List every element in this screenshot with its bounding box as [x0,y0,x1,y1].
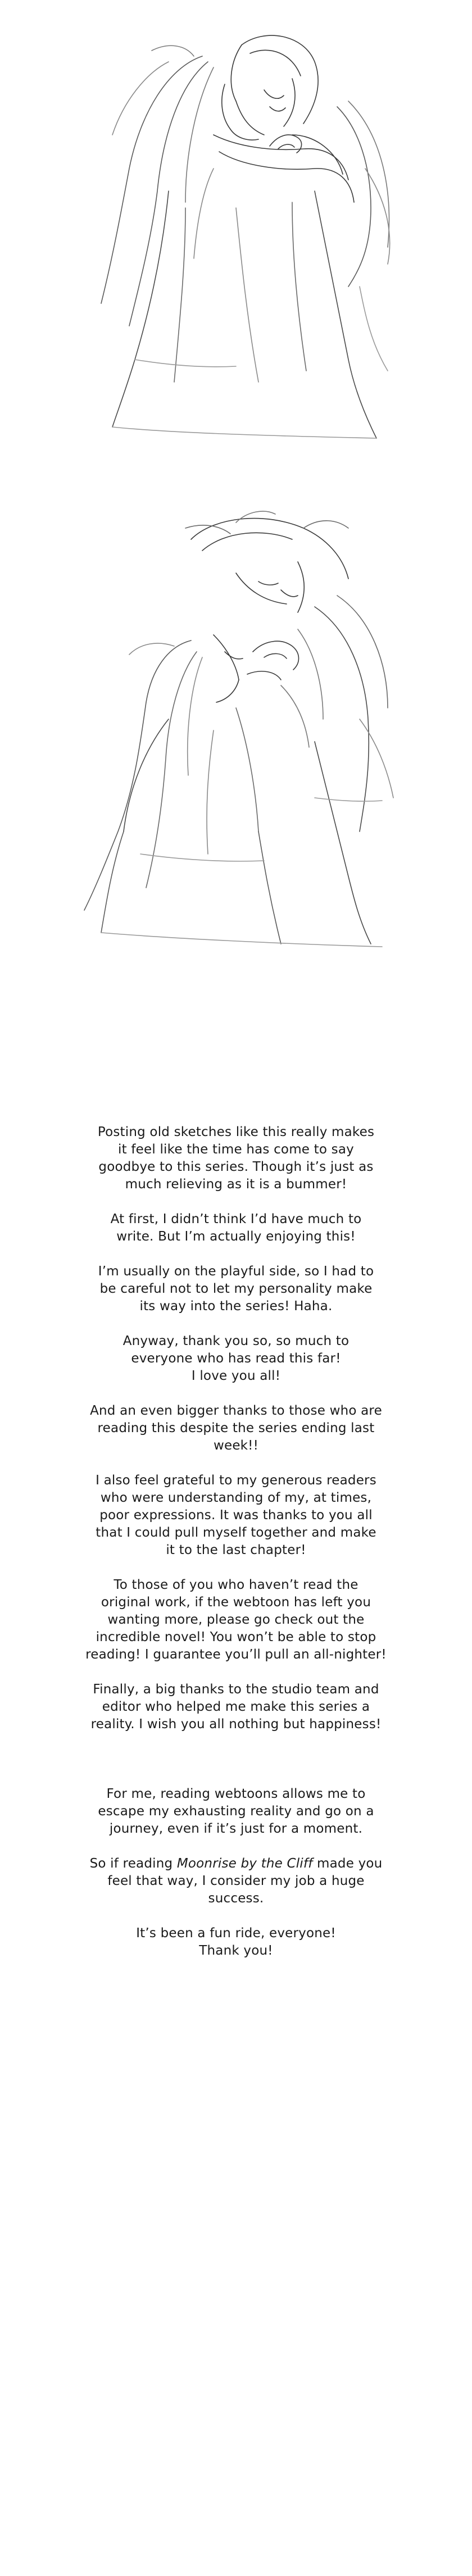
afterword-line: I also feel grateful to my generous readers [96,1473,376,1488]
afterword-line: I’m usually on the playful side, so I had to [98,1264,374,1279]
afterword-line: To those of you who haven’t read the [114,1578,358,1592]
afterword-line: everyone who has read this far! [131,1351,341,1366]
afterword-line: And an even bigger thanks to those who are [90,1403,382,1418]
series-title: Moonrise by the Cliff [176,1856,313,1871]
afterword-paragraph [73,1786,399,1838]
afterword-line: success. [208,1891,264,1906]
embracing-couple-sketch-icon [0,22,472,449]
afterword-notes [73,1124,399,1977]
afterword-paragraph [73,1211,399,1246]
afterword-line: I love you all! [191,1369,281,1383]
afterword-paragraph [73,1124,399,1193]
afterword-paragraph [73,1472,399,1559]
afterword-line: reading! I guarantee you’ll pull an all-nighter! [85,1647,387,1662]
afterword-text: made you [312,1856,383,1871]
afterword-line: journey, even if it’s just for a moment. [109,1821,363,1836]
afterword-paragraph [73,1577,399,1664]
afterword-line: At first, I didn’t think I’d have much to [110,1212,362,1226]
afterword-line: much relieving as it is a bummer! [125,1177,347,1192]
afterword-line: it to the last chapter! [166,1543,306,1557]
afterword-line: Posting old sketches like this really makes [97,1125,375,1139]
afterword-line: wanting more, please go check out the [107,1612,365,1627]
afterword-line: editor who helped me make this series a [102,1700,370,1714]
afterword-line: It’s been a fun ride, everyone! [136,1926,336,1941]
afterword-line: who were understanding of my, at times, [100,1491,372,1505]
afterword-line: Thank you! [199,1943,273,1958]
afterword-line: goodbye to this series. Though it’s just as [98,1160,374,1174]
afterword-line: reality. I wish you all nothing but happiness! [90,1717,382,1732]
afterword-line: reading this despite the series ending last [97,1421,375,1435]
afterword-paragraph [73,1681,399,1733]
afterword-line: Finally, a big thanks to the studio team and [93,1682,379,1697]
afterword-line: For me, reading webtoons allows me to [106,1787,366,1801]
afterword-paragraph [73,1855,399,1907]
forehead-kiss-sketch-icon [0,506,472,966]
afterword-line: poor expressions. It was thanks to you all [99,1508,373,1523]
afterword-paragraph [73,1333,399,1385]
afterword-line: it feel like the time has come to say [118,1142,354,1157]
afterword-text: So if reading [89,1856,177,1871]
afterword-paragraph [73,1925,399,1960]
afterword-paragraph [73,1402,399,1455]
afterword-line: week!! [213,1438,259,1453]
afterword-line: escape my exhausting reality and go on a [98,1804,374,1819]
afterword-line: its way into the series! Haha. [139,1299,333,1314]
afterword-line [73,1855,399,1873]
afterword-line: that I could pull myself together and make [96,1525,376,1540]
afterword-line: write. But I’m actually enjoying this! [116,1229,356,1244]
afterword-line: original work, if the webtoon has left you [101,1595,371,1610]
afterword-line: be careful not to let my personality make [99,1282,373,1296]
afterword-line: feel that way, I consider my job a huge [107,1874,365,1888]
afterword-paragraph [73,1263,399,1315]
afterword-line: incredible novel! You won’t be able to stop [96,1630,376,1644]
afterword-line: Anyway, thank you so, so much to [122,1334,350,1348]
